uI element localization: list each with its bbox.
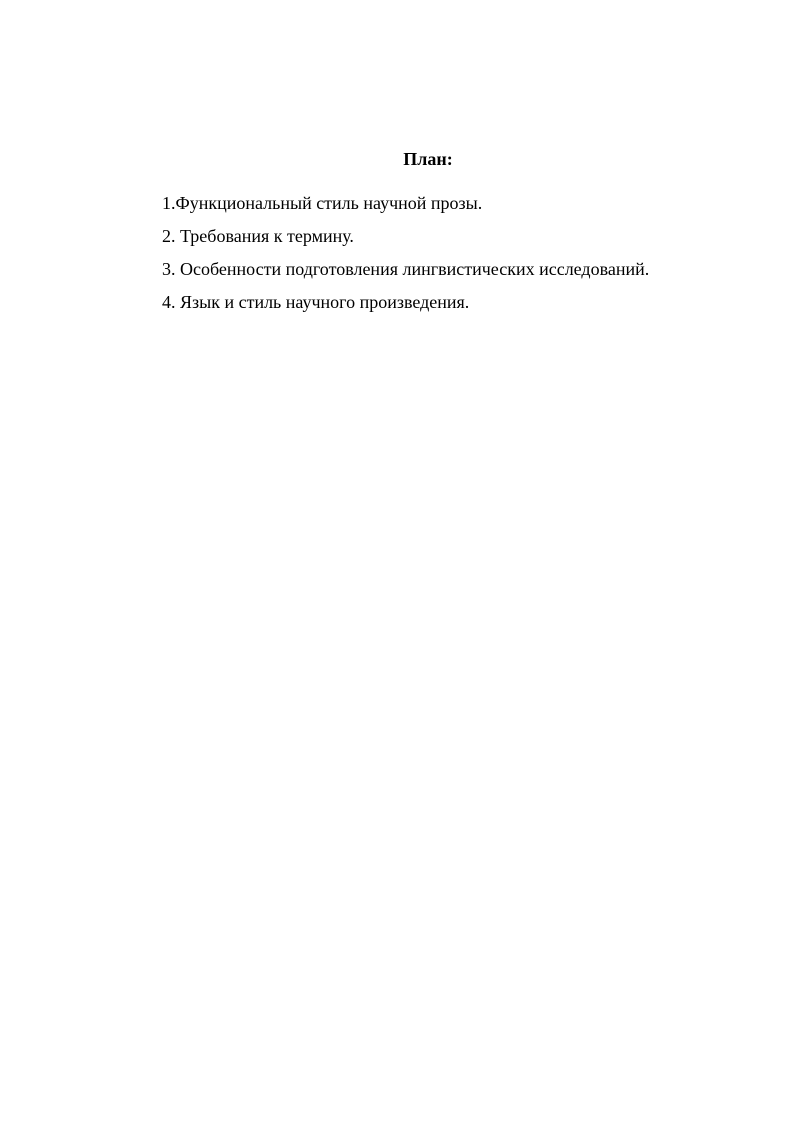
page-title: План:: [403, 149, 453, 169]
plan-item-3: 3. Особенности подготовления лингвистических исследований.: [162, 259, 650, 279]
plan-item-4: 4. Язык и стиль научного произведения.: [162, 292, 470, 312]
plan-list: [162, 191, 649, 323]
plan-item-1: 1.Функциональный стиль научной прозы.: [162, 193, 483, 213]
plan-item-2: 2. Требования к термину.: [162, 226, 354, 246]
